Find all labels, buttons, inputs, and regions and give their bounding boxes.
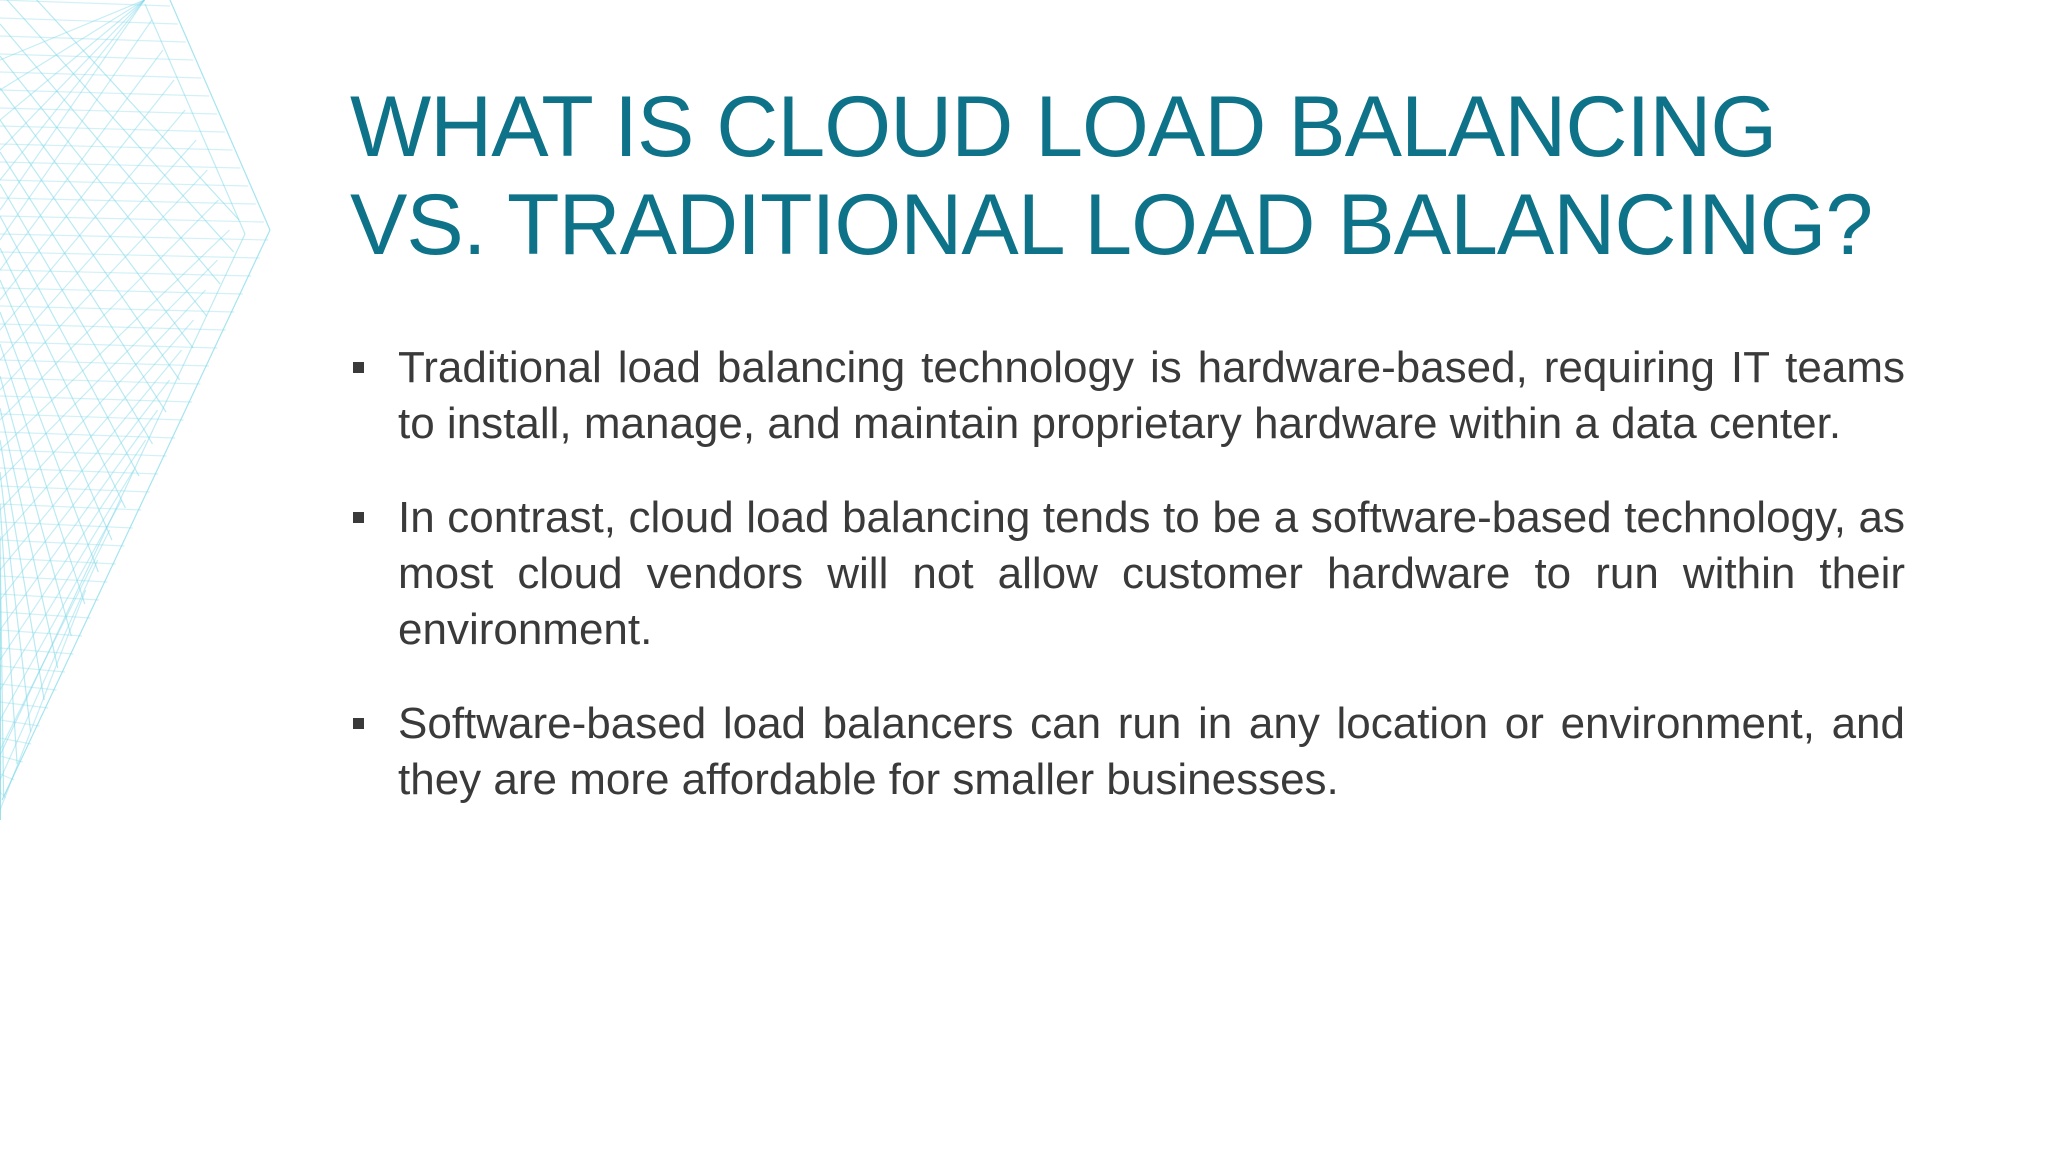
wireframe-line (0, 144, 233, 150)
wireframe-line (106, 570, 111, 580)
wireframe-line (181, 410, 186, 420)
wireframe-line (0, 162, 240, 168)
wireframe-line (29, 684, 34, 694)
wireframe-line (212, 294, 217, 304)
wireframe-line (148, 480, 153, 490)
wireframe-line (242, 280, 247, 290)
wireframe-line (210, 154, 214, 164)
wireframe-line (0, 24, 220, 284)
wireframe-line (91, 600, 96, 610)
wireframe-line (227, 130, 231, 140)
wireframe-line (261, 240, 266, 250)
wireframe-line (124, 530, 129, 540)
wireframe-decoration (0, 0, 300, 820)
wireframe-line (217, 284, 222, 294)
wireframe-line (7, 780, 12, 790)
wireframe-line (205, 80, 209, 90)
bullet-text: Software-based load balancers can run in any location or environment, and they are more affordable for smaller businesses. (398, 699, 1905, 804)
wireframe-line (188, 104, 192, 114)
wireframe-line (0, 0, 145, 90)
wireframe-line (0, 558, 116, 564)
wireframe-line (157, 460, 162, 470)
wireframe-line (223, 320, 228, 330)
bullet-item (350, 340, 1905, 452)
wireframe-line (0, 0, 145, 180)
wireframe-line (204, 360, 209, 370)
wireframe-line (115, 550, 120, 560)
wireframe-line (247, 270, 252, 280)
wireframe-line (219, 174, 223, 184)
wireframe-line (203, 314, 208, 324)
wireframe-line (158, 34, 162, 44)
wireframe-line (171, 64, 175, 74)
wireframe-line (235, 150, 239, 160)
wireframe-line (0, 360, 209, 366)
wireframe-line (257, 200, 261, 210)
wireframe-line (153, 470, 158, 480)
wireframe-line (192, 50, 196, 60)
wireframe-line (261, 210, 265, 220)
wireframe-line (175, 74, 179, 84)
wireframe-line (134, 510, 139, 520)
wireframe-line (154, 24, 158, 34)
wireframe-line (244, 170, 248, 180)
wireframe-line (0, 72, 201, 78)
wireframe-line (151, 424, 156, 434)
wireframe-line (40, 710, 45, 720)
wireframe-line (165, 394, 170, 404)
wireframe-line (213, 100, 217, 110)
wireframe-line (167, 440, 172, 450)
bullet-item (350, 696, 1905, 808)
wireframe-line (109, 514, 114, 524)
bullet-text: Traditional load balancing technology is hardware-based, requiring IT teams to install, manage, and maintain proprietary hardware within a data center. (398, 343, 1905, 448)
bullet-list (350, 340, 1905, 846)
wireframe-line (0, 36, 186, 42)
wireframe-line (236, 214, 240, 224)
bullet-text: In contrast, cloud load balancing tends to be a software-based technology, as most cloud vendors will not allow customer hardware to run within their environment. (398, 493, 1905, 654)
wireframe-line (251, 260, 256, 270)
wireframe-line (176, 420, 181, 430)
wireframe-line (174, 10, 178, 20)
wireframe-line (49, 690, 54, 700)
wireframe-line (68, 650, 73, 660)
wireframe-line (218, 330, 223, 340)
wireframe-line (73, 640, 78, 650)
wireframe-line (43, 654, 48, 664)
wireframe-line (248, 180, 252, 190)
wireframe-line (110, 560, 115, 570)
wireframe-line (266, 220, 270, 230)
wireframe-line (226, 264, 231, 274)
wireframe-line (253, 190, 257, 200)
wireframe-line (0, 126, 225, 132)
wireframe-line (12, 770, 17, 780)
wireframe-line (265, 230, 270, 240)
square-bullet-icon (353, 512, 364, 523)
wireframe-line (195, 380, 200, 390)
wireframe-line (215, 164, 219, 174)
wireframe-line (207, 304, 212, 314)
wireframe-line (193, 114, 197, 124)
wireframe-line (170, 384, 175, 394)
wireframe-line (190, 390, 195, 400)
wireframe-line (187, 40, 191, 50)
wireframe-line (170, 0, 174, 10)
wireframe-line (231, 140, 235, 150)
wireframe-line (200, 370, 205, 380)
square-bullet-icon (353, 718, 364, 729)
wireframe-line (0, 414, 184, 420)
wireframe-line (82, 620, 87, 630)
wireframe-line (162, 450, 167, 460)
wireframe-line (63, 660, 68, 670)
wireframe-line (0, 120, 180, 380)
wireframe-line (0, 288, 243, 294)
wireframe-line (0, 0, 145, 60)
wireframe-line (0, 280, 112, 540)
wireframe-line (236, 244, 241, 254)
wireframe-line (218, 110, 222, 120)
wireframe-line (0, 290, 206, 510)
wireframe-line (44, 700, 49, 710)
wireframe-line (0, 234, 268, 240)
wireframe-line (0, 270, 251, 276)
wireframe-line (209, 350, 214, 360)
slide-title: WHAT IS CLOUD LOAD BALANCING VS. TRADITIONAL LOAD BALANCING? (350, 79, 1873, 273)
wireframe-line (237, 290, 242, 300)
wireframe-line (162, 44, 166, 54)
wireframe-line (54, 680, 59, 690)
wireframe-line (0, 500, 122, 720)
wireframe-line (34, 674, 39, 684)
wireframe-line (0, 540, 124, 546)
wireframe-line (222, 120, 226, 130)
wireframe-line (197, 124, 201, 134)
wireframe-line (96, 590, 101, 600)
wireframe-line (232, 300, 237, 310)
wireframe-line (0, 320, 194, 540)
wireframe-line (196, 60, 200, 70)
wireframe-line (180, 84, 184, 94)
wireframe-line (57, 624, 62, 634)
wireframe-line (138, 500, 143, 510)
wireframe-line (52, 634, 57, 644)
wireframe-line (241, 224, 245, 234)
wireframe-line (228, 194, 232, 204)
wireframe-line (202, 134, 206, 144)
square-bullet-icon (353, 362, 364, 373)
wireframe-line (77, 630, 82, 640)
wireframe-line (183, 30, 187, 40)
wireframe-line (184, 354, 189, 364)
wireframe-line (209, 90, 213, 100)
wireframe-line (0, 0, 145, 120)
wireframe-line (231, 254, 236, 264)
wireframe-line (0, 396, 192, 402)
wireframe-line (120, 540, 125, 550)
wireframe-line (0, 522, 133, 528)
bullet-item (350, 490, 1905, 658)
wireframe-line (0, 200, 218, 420)
wireframe-line (0, 342, 217, 348)
wireframe-line (0, 486, 150, 492)
wireframe-line (193, 334, 198, 344)
wireframe-line (0, 432, 175, 438)
wireframe-line (0, 344, 85, 604)
wireframe-line (179, 20, 183, 30)
